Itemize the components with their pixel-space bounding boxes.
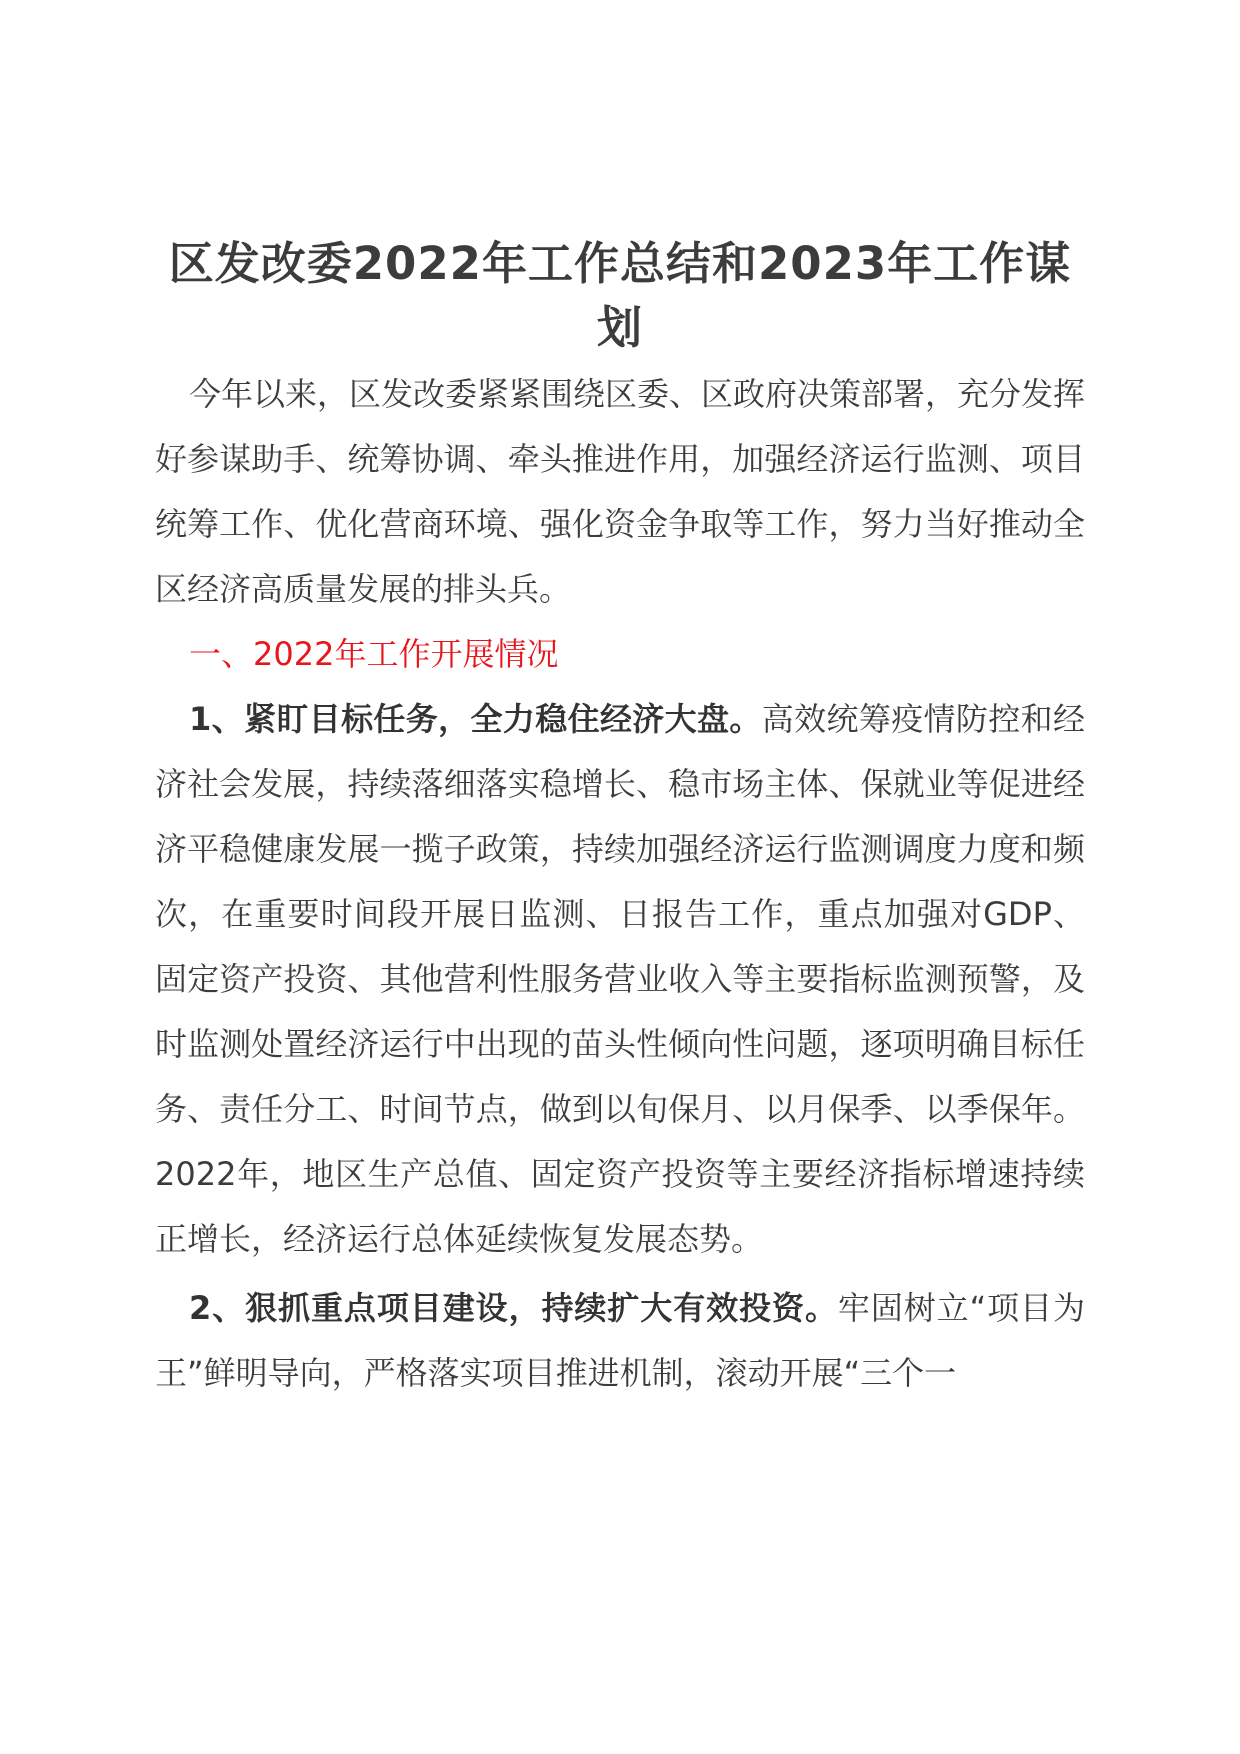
- section-heading: 一、2022年工作开展情况: [189, 635, 559, 673]
- item-lead: 1、紧盯目标任务，全力稳住经济大盘。: [189, 700, 762, 738]
- item-body: 高效统筹疫情防控和经济社会发展，持续落细落实稳增长、稳市场主体、保就业等促进经济平稳健康发展一揽子政策，持续加强经济运行监测调度力度和频次，在重要时间段开展日监测、日报告工作，重点加强对GDP、固定资产投资、其他营利性服务营业收入等主要指标监测预警，及时监测处置经济运行中出现的苗头性倾向性问题，逐项明确目标任务、责任分工、时间节点，做到以旬保月、以月保季、以季保年。2022年，地区生产总值、固定资产投资等主要经济指标增速持续正增长，经济运行总体延续恢复发展态势。: [155, 700, 1085, 1258]
- item-lead: 2、狠抓重点项目建设，持续扩大有效投资。: [189, 1289, 838, 1327]
- document-page: [155, 232, 1085, 1406]
- document-title: 区发改委2022年工作总结和2023年工作谋划: [168, 237, 1072, 354]
- item-body: 牢固树立“项目为王”鲜明导向，严格落实项目推进机制，滚动开展“三个一: [155, 1289, 1085, 1392]
- intro-paragraph: 今年以来，区发改委紧紧围绕区委、区政府决策部署，充分发挥好参谋助手、统筹协调、牵头推进作用，加强经济运行监测、项目统筹工作、优化营商环境、强化资金争取等工作，努力当好推动全区经济高质量发展的排头兵。: [155, 375, 1086, 608]
- list-item: [155, 1276, 1085, 1406]
- list-item: [155, 687, 1085, 1272]
